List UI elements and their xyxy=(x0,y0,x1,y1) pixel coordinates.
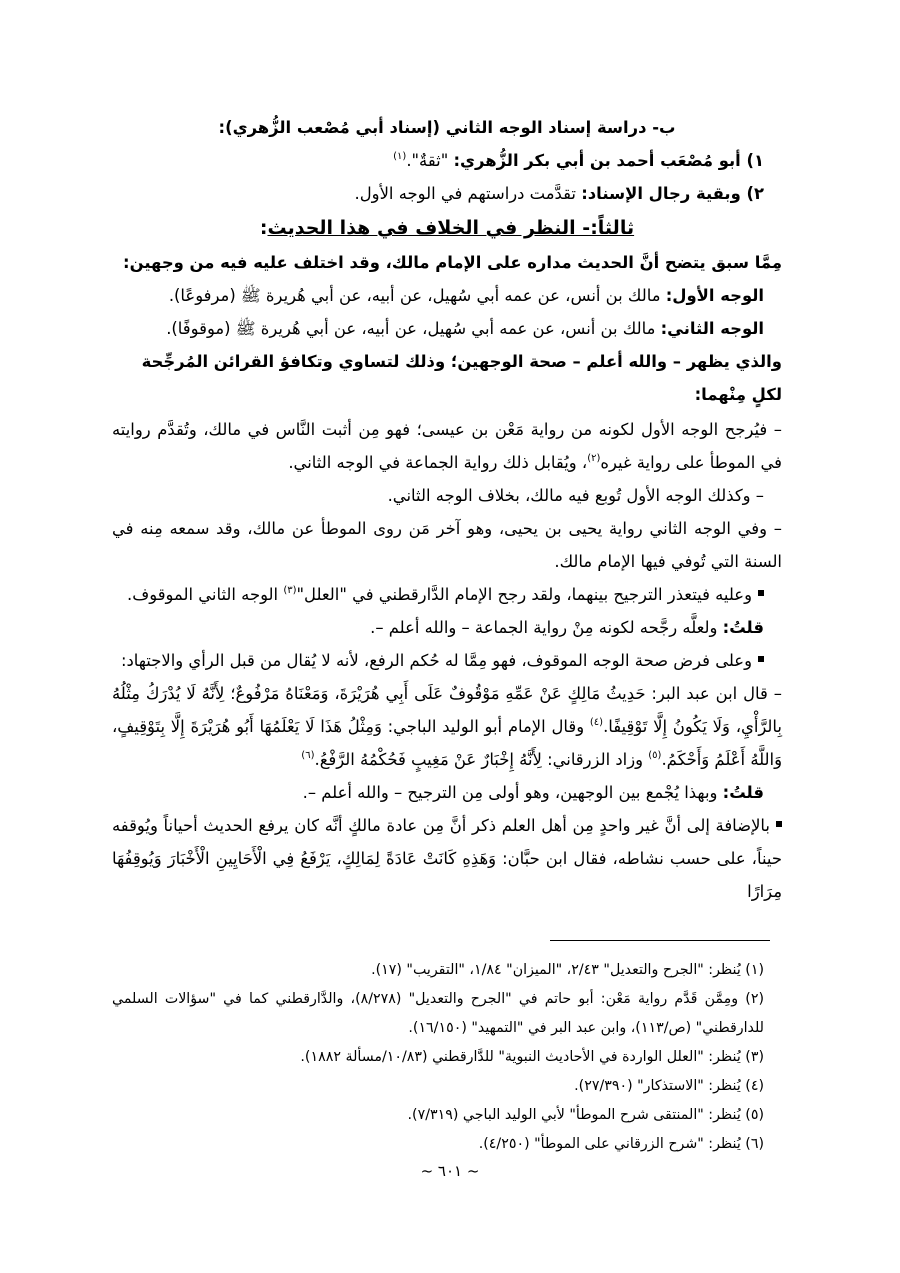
quote-ibn-abd-al-barr: حَدِيثُ مَالِكٍ عَنْ عَمِّهِ مَوْقُوفٌ عَلَى أَبِي هُرَيْرَةَ، وَمَعْنَاهُ مَرْفُوعٌ؛ لِأَنَّهُ لَا يُدْرَكُ مِثْلُهُ بِالرَّأْيِ، وَلَا يَكُونُ إِلَّا تَوْقِيفًا. xyxy=(112,684,782,736)
note-paragraph-1 xyxy=(112,611,782,644)
footnote-5: (٥) يُنظر: "المنتقى شرح الموطأ" لأبي الوليد الباجي (٧/٣١٩). xyxy=(407,1107,764,1123)
variant-1-text: مالك بن أنس، عن عمه أبي سُهيل، عن أبيه، عن أبي هُريرة ﷺ (مرفوعًا). xyxy=(168,286,666,305)
conclusion-paragraph: والذي يظهر – والله أعلم – صحة الوجهين؛ وذلك لتساوي وتكافؤ القرائن المُرجِّحة لكلٍ مِنْهما: xyxy=(141,352,782,404)
paragraph-4-text-b: الوجه الثاني الموقوف. xyxy=(127,585,284,604)
section-3-title: ثالثاً:- النظر في الخلاف في هذا الحديث xyxy=(267,217,635,239)
footnote-ref-1[interactable]: (١) xyxy=(393,151,407,162)
variant-2-text: مالك بن أنس، عن عمه أبي سُهيل، عن أبيه، عن أبي هُريرة ﷺ (موقوفًا). xyxy=(166,319,661,338)
footnote-ref-6[interactable]: (٦) xyxy=(301,750,315,761)
quote-al-baji: وَمِثْلُ هَذَا لَا يَعْلَمُهَا أَبُو هُرَيْرَةَ إِلَّا بِتَوْقِيفٍ، وَاللَّهُ أَعْلَمُ وَأَحْكَمُ. xyxy=(112,717,782,769)
footnote-ref-2[interactable]: (٢) xyxy=(587,453,601,464)
footnote-2: (٢) ومِمَّن قَدَّم رواية مَعْن: أبو حاتم في "الجرح والتعديل" (٨/٢٧٨)، والدَّارقطني كما في "سؤالات السلمي للدارقطني" (ص/١١٣)، وابن عبد البر في "التمهيد" (١٦/١٥٠). xyxy=(112,991,764,1036)
bullet-square-icon xyxy=(758,656,764,662)
section-heading: ب- دراسة إسناد الوجه الثاني (إسناد أبي مُصْعب الزُّهري): xyxy=(218,118,676,137)
intro-paragraph: مِمَّا سبق يتضح أنَّ الحديث مداره على الإمام مالك، وقد اختلف عليه فيه من وجهين: xyxy=(123,253,782,272)
paragraph-2: – وكذلك الوجه الأول تُوبع فيه مالك، بخلاف الوجه الثاني. xyxy=(387,486,764,505)
variant-1-label: الوجه الأول: xyxy=(665,286,764,305)
quote-ibn-hibban: وَهَذِهِ كَانَتْ عَادَةً لِمَالِكٍ، يَرْفَعُ فِي الْأَحَايِينِ الْأَخْبَارَ وَيُوقِفُهَا مِرَارًا xyxy=(112,849,782,901)
narrator-2-text: تقدَّمت دراستهم في الوجه الأول. xyxy=(354,184,582,203)
paragraph-4 xyxy=(112,578,782,611)
section-3-colon: : xyxy=(259,217,268,239)
narrator-2-label: ٢) وبقية رجال الإسناد: xyxy=(581,184,764,203)
paragraph-1 xyxy=(112,413,782,479)
footnotes xyxy=(112,956,782,1159)
paragraph-6-text-c: وزاد الزرقاني: xyxy=(541,750,649,769)
section-3-heading xyxy=(112,210,782,246)
variant-1 xyxy=(112,279,782,312)
narrator-1-text: "ثقةٌ". xyxy=(406,151,454,170)
note-1-text: ولعلَّه رجَّحه لكونه مِنْ رواية الجماعة – والله أعلم –. xyxy=(370,618,723,637)
narrator-item-2 xyxy=(112,177,782,210)
bullet-square-icon xyxy=(758,590,764,596)
footnote-4: (٤) يُنظر: "الاستذكار" (٢٧/٣٩٠). xyxy=(574,1078,764,1094)
quote-al-zurqani: لِأَنَّهُ إِخْبَارٌ عَنْ مَغِيبٍ فَحُكْمُهُ الرَّفْعُ. xyxy=(314,750,542,769)
narrator-1-label: ١) أبو مُصْعَب أحمد بن أبي بكر الزُّهري: xyxy=(453,151,764,170)
footnote-3: (٣) يُنظر: "العلل الواردة في الأحاديث النبوية" للدَّارقطني (١٠/٨٣/مسألة ١٨٨٢). xyxy=(300,1049,764,1065)
footnote-1: (١) يُنظر: "الجرح والتعديل" ٢/٤٣، "الميزان" ١/٨٤، "التقريب" (١٧). xyxy=(371,962,764,978)
paragraph-1-text-a: – فيُرجح الوجه الأول لكونه من رواية مَعْن بن عيسى؛ فهو مِن أثبت النَّاس في مالك، وتُقدَّم روايته في الموطأ على رواية غيره xyxy=(112,420,782,472)
bullet-square-icon xyxy=(776,821,782,827)
footnote-ref-3[interactable]: (٣) xyxy=(283,585,297,596)
variant-2-label: الوجه الثاني: xyxy=(660,319,764,338)
paragraph-5-text: وعلى فرض صحة الوجه الموقوف، فهو مِمَّا له حُكم الرفع، لأنه لا يُقال من قبل الرأي والاجتهاد: xyxy=(120,651,752,670)
note-1-label: قلتُ: xyxy=(722,618,764,637)
paragraph-6-text-b: وقال الإمام أبو الوليد الباجي: xyxy=(381,717,590,736)
note-2-label: قلتُ: xyxy=(722,783,764,802)
footnote-ref-5[interactable]: (٥) xyxy=(648,750,662,761)
note-paragraph-2 xyxy=(112,776,782,809)
note-2-text: وبهذا يُجْمع بين الوجهين، وهو أولى مِن الترجيح – والله أعلم –. xyxy=(302,783,723,802)
paragraph-6 xyxy=(112,677,782,776)
footnote-6: (٦) يُنظر: "شرح الزرقاني على الموطأ" (٤/٢٥٠). xyxy=(478,1136,764,1152)
paragraph-7 xyxy=(112,809,782,908)
footnote-divider xyxy=(550,940,770,941)
narrator-item-1 xyxy=(112,144,782,177)
paragraph-1-text-b: ، ويُقابل ذلك رواية الجماعة في الوجه الثاني. xyxy=(288,453,588,472)
main-text xyxy=(112,111,782,908)
paragraph-3: – وفي الوجه الثاني رواية يحيى بن يحيى، وهو آخر مَن روى الموطأ عن مالك، وقد سمعه مِنه في السنة التي تُوفي فيها الإمام مالك. xyxy=(112,519,782,571)
paragraph-5 xyxy=(112,644,782,677)
paragraph-4-text-a: وعليه فيتعذر الترجيح بينهما، ولقد رجح الإمام الدَّارقطني في "العلل" xyxy=(296,585,752,604)
paragraph-6-text-a: – قال ابن عبد البر: xyxy=(645,684,783,703)
footnote-ref-4[interactable]: (٤) xyxy=(589,717,604,728)
paragraph-7-text: بالإضافة إلى أنَّ غير واحدٍ مِن أهل العلم ذكر أنَّ مِن عادة مالكٍ أنَّه كان يرفع الحديث أحياناً ويُوقفه حيناً، على حسب نشاطه، فقال ابن حبَّان: xyxy=(112,816,782,868)
variant-2 xyxy=(112,312,782,345)
page-number: ~ ٦٠١ ~ xyxy=(420,1162,480,1180)
